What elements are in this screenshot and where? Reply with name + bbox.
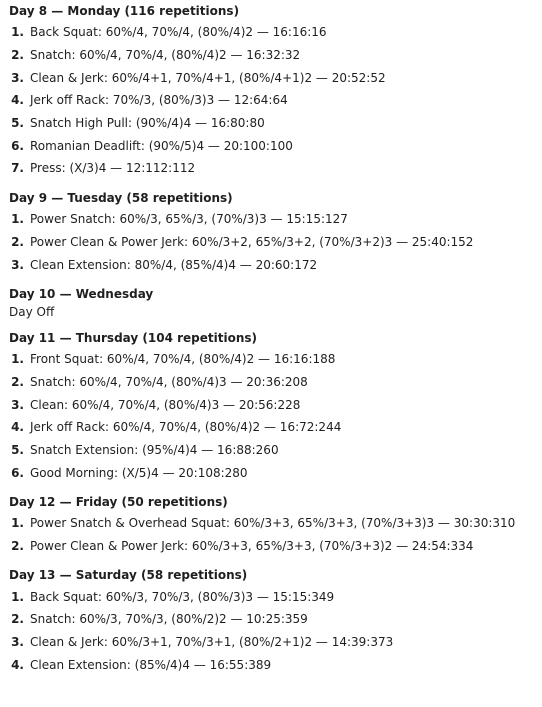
list-item	[9, 371, 542, 394]
exercise-text: Clean Extension: 80%/4, (85%/4)4 — 20:60:172	[30, 257, 318, 272]
exercise-text: Front Squat: 60%/4, 70%/4, (80%/4)2 — 16:16:188	[30, 352, 336, 367]
exercise-text: Jerk off Rack: 70%/3, (80%/3)3 — 12:64:64	[30, 93, 288, 108]
exercise-text: Back Squat: 60%/4, 70%/4, (80%/4)2 — 16:16:16	[30, 25, 327, 40]
list-item	[9, 653, 542, 676]
list-item	[9, 393, 542, 416]
list-item	[9, 253, 542, 276]
item-number: 6.	[11, 138, 24, 153]
exercise-text: Snatch: 60%/3, 70%/3, (80%/2)2 — 10:25:359	[30, 612, 308, 627]
exercise-text: Good Morning: (X/5)4 — 20:108:280	[30, 465, 248, 480]
list-item	[9, 112, 542, 135]
item-number: 3.	[11, 397, 24, 412]
exercise-list	[9, 348, 542, 484]
exercise-text: Snatch Extension: (95%/4)4 — 16:88:260	[30, 442, 279, 457]
day-section	[9, 190, 542, 276]
exercise-text: Snatch High Pull: (90%/4)4 — 16:80:80	[30, 116, 265, 131]
exercise-text: Press: (X/3)4 — 12:112:112	[30, 161, 196, 176]
item-number: 1.	[11, 25, 24, 40]
list-item	[9, 21, 542, 44]
item-number: 3.	[11, 70, 24, 85]
exercise-text: Clean & Jerk: 60%/3+1, 70%/3+1, (80%/2+1)2 — 14:39:373	[30, 635, 394, 650]
item-number: 2.	[11, 234, 24, 249]
list-item	[9, 512, 542, 535]
item-number: 5.	[11, 442, 24, 457]
exercise-text: Power Clean & Power Jerk: 60%/3+2, 65%/3+2, (70%/3+2)3 — 25:40:152	[30, 234, 474, 249]
day-heading: Day 10 — Wednesday	[9, 286, 154, 301]
exercise-list	[9, 208, 542, 276]
list-item	[9, 416, 542, 439]
day-off-note: Day Off	[9, 304, 55, 319]
item-number: 4.	[11, 420, 24, 435]
day-section	[9, 494, 542, 557]
item-number: 1.	[11, 212, 24, 227]
day-section	[9, 567, 542, 676]
exercise-list	[9, 585, 542, 676]
exercise-text: Clean & Jerk: 60%/4+1, 70%/4+1, (80%/4+1)2 — 20:52:52	[30, 70, 386, 85]
item-number: 1.	[11, 589, 24, 604]
item-number: 3.	[11, 635, 24, 650]
list-item	[9, 208, 542, 231]
list-item	[9, 157, 542, 180]
item-number: 1.	[11, 352, 24, 367]
list-item	[9, 134, 542, 157]
exercise-list	[9, 512, 542, 557]
item-number: 7.	[11, 161, 24, 176]
item-number: 3.	[11, 257, 24, 272]
exercise-text: Power Snatch: 60%/3, 65%/3, (70%/3)3 — 15:15:127	[30, 212, 348, 227]
day-heading: Day 13 — Saturday (58 repetitions)	[9, 568, 248, 583]
list-item	[9, 231, 542, 254]
exercise-text: Power Clean & Power Jerk: 60%/3+3, 65%/3+3, (70%/3+3)2 — 24:54:334	[30, 539, 474, 554]
day-heading: Day 12 — Friday (50 repetitions)	[9, 495, 228, 509]
exercise-text: Jerk off Rack: 60%/4, 70%/4, (80%/4)2 — 16:72:244	[30, 420, 342, 435]
list-item	[9, 631, 542, 654]
day-section	[9, 286, 542, 320]
exercise-text: Power Snatch & Overhead Squat: 60%/3+3, 65%/3+3, (70%/3+3)3 — 30:30:310	[30, 516, 516, 531]
item-number: 1.	[11, 516, 24, 531]
item-number: 2.	[11, 48, 24, 63]
exercise-text: Snatch: 60%/4, 70%/4, (80%/4)2 — 16:32:32	[30, 48, 301, 63]
list-item	[9, 66, 542, 89]
day-heading: Day 9 — Tuesday (58 repetitions)	[9, 190, 233, 205]
list-item	[9, 535, 542, 558]
day-section	[9, 3, 542, 180]
list-item	[9, 608, 542, 631]
day-section	[9, 330, 542, 484]
item-number: 5.	[11, 116, 24, 131]
exercise-text: Back Squat: 60%/3, 70%/3, (80%/3)3 — 15:15:349	[30, 589, 335, 604]
list-item	[9, 439, 542, 462]
day-heading: Day 8 — Monday (116 repetitions)	[9, 4, 240, 18]
list-item	[9, 89, 542, 112]
item-number: 4.	[11, 657, 24, 672]
list-item	[9, 461, 542, 484]
item-number: 2.	[11, 612, 24, 627]
exercise-text: Snatch: 60%/4, 70%/4, (80%/4)3 — 20:36:208	[30, 374, 308, 389]
exercise-text: Romanian Deadlift: (90%/5)4 — 20:100:100	[30, 138, 293, 153]
exercise-text: Clean: 60%/4, 70%/4, (80%/4)3 — 20:56:228	[30, 397, 301, 412]
exercise-text: Clean Extension: (85%/4)4 — 16:55:389	[30, 657, 272, 672]
exercise-list	[9, 21, 542, 180]
list-item	[9, 348, 542, 371]
day-heading: Day 11 — Thursday (104 repetitions)	[9, 330, 258, 345]
item-number: 2.	[11, 374, 24, 389]
list-item	[9, 585, 542, 608]
list-item	[9, 44, 542, 67]
item-number: 4.	[11, 93, 24, 108]
item-number: 6.	[11, 465, 24, 480]
item-number: 2.	[11, 539, 24, 554]
